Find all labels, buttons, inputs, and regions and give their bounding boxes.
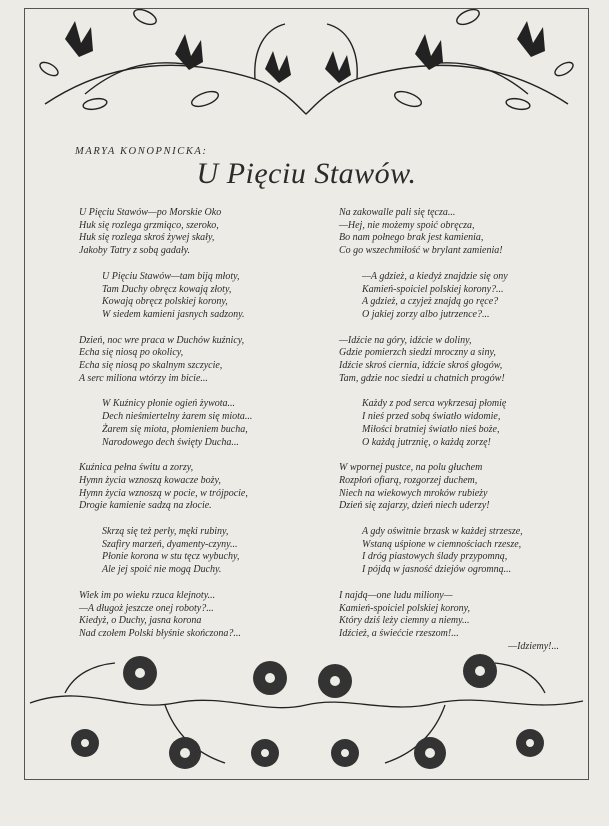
verse-line: A gdzież, a czyjeż znajdą go ręce? xyxy=(362,296,499,308)
verse-line: Wstaną uśpione w ciemnościach rzesze, xyxy=(362,538,522,550)
verse-line: Co go wszechmiłość w brylant zamienia! xyxy=(339,245,503,257)
verse-line: Dech nieśmiertelny żarem się miota... xyxy=(102,411,253,423)
verse-line: Wiek im po wieku rzuca klejnoty... xyxy=(79,589,216,601)
verse-line: W siedem kamieni jasnych sadzony. xyxy=(102,308,245,320)
verse-line: Kowają obręcz polskiej korony, xyxy=(102,296,228,308)
verse-line: Jakoby Tatry z sobą gadały. xyxy=(79,245,191,257)
verse-line: Gdzie pomierzch siedzi mroczny a siny, xyxy=(339,347,496,359)
verse-line: Każdy z pod serca wykrzesaj płomię xyxy=(362,398,507,410)
verse-line: Hymn życia wznoszą w pocie, w trójpocie, xyxy=(79,487,248,499)
stanza xyxy=(339,462,571,513)
stanza xyxy=(339,271,571,322)
verse-line: Nad czołem Polski błyśnie skończona?... xyxy=(79,627,241,639)
verse-line: Idźcie skroś ciernia, idźcie skroś głogów, xyxy=(339,360,503,372)
verse-line: Żarem się miota, płomieniem bucha, xyxy=(102,423,248,435)
verse-line: I dróg piastowych ślady przypomną, xyxy=(362,551,508,563)
verse-line: Kamień-spoiciel polskiej korony?... xyxy=(362,283,504,295)
verse-line: U Pięciu Stawów—tam biją młoty, xyxy=(102,270,240,282)
verse-line: —Hej, nie możemy spoić obręcza, xyxy=(339,219,475,231)
verse-line: —A gdzież, a kiedyż znajdzie się ony xyxy=(362,270,508,282)
verse-line: O jakiej zorzy albo jutrzence?... xyxy=(362,308,490,320)
closing-line: —Idziemy!... xyxy=(508,640,559,652)
page-frame xyxy=(24,8,589,780)
verse-line: Płonie korona w stu tęcz wybuchy, xyxy=(102,551,240,563)
verse-line: Tam, gdzie noc siedzi u chatnich progów! xyxy=(339,372,505,384)
verse-line: —Idźcie na góry, idźcie w doliny, xyxy=(339,334,472,346)
stanza xyxy=(79,590,334,641)
verse-line: Niech na wiekowych mroków rubieży xyxy=(339,487,488,499)
verse-line: Ale jej spoić nie mogą Duchy. xyxy=(102,564,222,576)
verse-line: Echa się niosą po okolicy, xyxy=(79,347,184,359)
stanza xyxy=(79,462,334,513)
author-name: MARYA KONOPNICKA: xyxy=(75,146,208,157)
verse-line: W Kuźnicy płonie ogień żywota... xyxy=(102,398,236,410)
verse-line: Narodowego dech święty Ducha... xyxy=(102,436,239,448)
flower-ornament-bottom xyxy=(25,640,588,777)
stanza xyxy=(79,526,334,577)
verse-line: Skrzą się też perły, męki rubiny, xyxy=(102,526,229,538)
verse-line: A gdy oświtnie brzask w każdej strzesze, xyxy=(362,526,523,538)
stanza xyxy=(339,398,571,449)
verse-line: Hymn życia wznoszą kowacze boży, xyxy=(79,474,221,486)
poem-right-column xyxy=(339,207,571,666)
verse-line: Huk się rozlega grzmiąco, szeroko, xyxy=(79,219,219,231)
stanza xyxy=(339,526,571,577)
verse-line: Kamień-spoiciel polskiej korony, xyxy=(339,602,470,614)
poem-title: U Pięciu Stawów. xyxy=(196,157,417,190)
stanza xyxy=(79,398,334,449)
verse-line: Rozpłoń ofiarą, rozgorzej duchem, xyxy=(339,474,478,486)
verse-line: Kuźnica pełna świtu a zorzy, xyxy=(79,462,194,474)
stanza xyxy=(339,207,571,258)
verse-line: I nieś przed sobą światło widomie, xyxy=(362,411,501,423)
verse-line: Echa się niosą po skalnym szczycie, xyxy=(79,360,223,372)
verse-line: Który dziś leży ciemny a niemy... xyxy=(339,615,470,627)
verse-line: Na zakowalle pali się tęcza... xyxy=(339,207,456,218)
verse-line: Idźcież, a świećcie rzeszom!... xyxy=(339,627,459,639)
verse-line: Tam Duchy obręcz kowają złoty, xyxy=(102,283,232,295)
verse-line: Kiedyż, o Duchy, jasna korona xyxy=(79,615,202,627)
verse-line: W wpornej pustce, na polu głuchem xyxy=(339,462,483,474)
verse-line: A serc miliona wtórzy im bicie... xyxy=(79,372,208,384)
verse-line: Huk się rozlega skroś żywej skały, xyxy=(79,232,215,244)
verse-line: I najdą—one ludu miliony— xyxy=(339,589,453,601)
stanza xyxy=(339,335,571,386)
verse-line: U Pięciu Stawów—po Morskie Oko xyxy=(79,207,222,218)
verse-line: O każdą jutrznię, o każdą zorzę! xyxy=(362,436,491,448)
verse-line: Dzień, noc wre praca w Duchów kuźnicy, xyxy=(79,334,245,346)
stanza xyxy=(79,335,334,386)
verse-line: Drogie kamienie sadzą na złocie. xyxy=(79,500,212,512)
verse-line: Bo nam połnego brak jest kamienia, xyxy=(339,232,484,244)
verse-line: Dzień się zajarzy, dzień niech uderzy! xyxy=(339,500,490,512)
verse-line: —A długoż jeszcze onej roboty?... xyxy=(79,602,214,614)
verse-line: Szafiry marzeń, dyamenty-czyny... xyxy=(102,538,238,550)
poem-left-column xyxy=(79,207,334,654)
stanza xyxy=(79,207,334,258)
stanza xyxy=(79,271,334,322)
verse-line: I pójdą w jasność dziejów ogromną... xyxy=(362,564,512,576)
lily-ornament-top xyxy=(25,9,588,119)
verse-line: Miłości bratniej światło nieś boże, xyxy=(362,423,500,435)
